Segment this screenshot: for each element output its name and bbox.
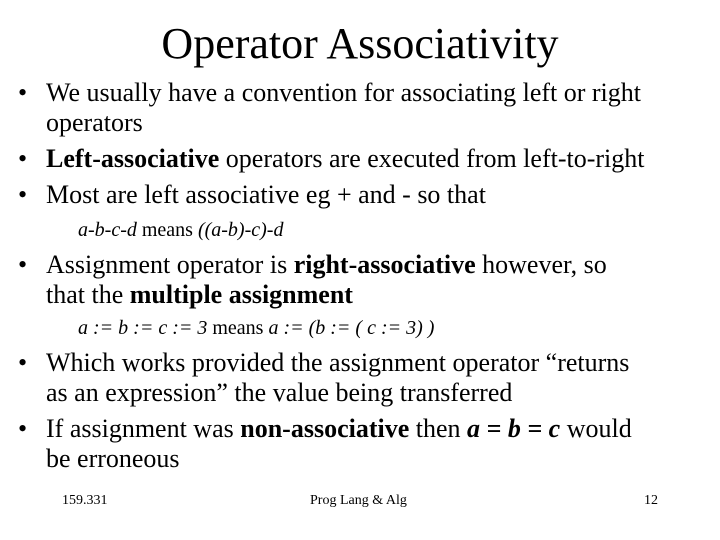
bullet-6-text-post: would xyxy=(560,414,632,443)
bullet-marker: • xyxy=(18,348,28,377)
example-2-means: means xyxy=(212,317,264,339)
bullet-4-text-post: however, so xyxy=(475,250,607,279)
bullet-6-bold-expression: a = b = c xyxy=(467,414,561,443)
bullet-6-text-pre: If assignment was xyxy=(46,414,241,443)
example-1-expression: a-b-c-d xyxy=(78,219,137,241)
bullet-item-3 xyxy=(18,180,708,210)
bullet-4-text-pre: Assignment operator is xyxy=(46,250,294,279)
example-2-expression: a := b := c := 3 xyxy=(78,317,208,339)
bullet-1-line-2: operators xyxy=(46,108,143,137)
example-left-assoc xyxy=(78,218,283,242)
bullet-2-text: operators are executed from left-to-right xyxy=(219,144,645,173)
bullet-item-5 xyxy=(18,348,708,408)
bullet-4-bold-term: right-associative xyxy=(293,250,476,279)
bullet-4-line-2-bold: multiple assignment xyxy=(129,280,353,309)
bullet-5-line-1: Which works provided the assignment operator “returns xyxy=(46,348,630,377)
bullet-item-4 xyxy=(18,250,708,310)
bullet-item-6 xyxy=(18,414,708,474)
bullet-marker: • xyxy=(18,78,28,107)
example-right-assoc xyxy=(78,316,434,340)
bullet-marker: • xyxy=(18,144,28,173)
bullet-3-text: Most are left associative eg + and - so that xyxy=(46,180,486,209)
footer-page-number: 12 xyxy=(644,493,658,508)
bullet-2-bold-term: Left-associative xyxy=(46,144,220,173)
example-1-result: ((a-b)-c)-d xyxy=(197,219,284,241)
example-2-result: a := (b := ( c := 3) ) xyxy=(268,317,435,339)
bullet-marker: • xyxy=(18,180,28,209)
bullet-6-text-mid: then xyxy=(409,414,468,443)
bullet-6-bold-term: non-associative xyxy=(240,414,410,443)
bullet-item-2 xyxy=(18,144,708,174)
bullet-5-line-2: as an expression” the value being transferred xyxy=(46,378,513,407)
bullet-1-line-1: We usually have a convention for associating left or right xyxy=(46,78,642,107)
bullet-4-line-2-pre: that the xyxy=(46,280,130,309)
bullet-item-1 xyxy=(18,78,708,138)
bullet-6-line-2: be erroneous xyxy=(46,444,180,473)
slide-title: Operator Associativity xyxy=(161,19,559,68)
footer-course-code: 159.331 xyxy=(62,493,108,508)
footer-course-name: Prog Lang & Alg xyxy=(310,493,407,508)
bullet-marker: • xyxy=(18,250,28,279)
bullet-marker: • xyxy=(18,414,28,443)
example-1-means: means xyxy=(141,219,193,241)
